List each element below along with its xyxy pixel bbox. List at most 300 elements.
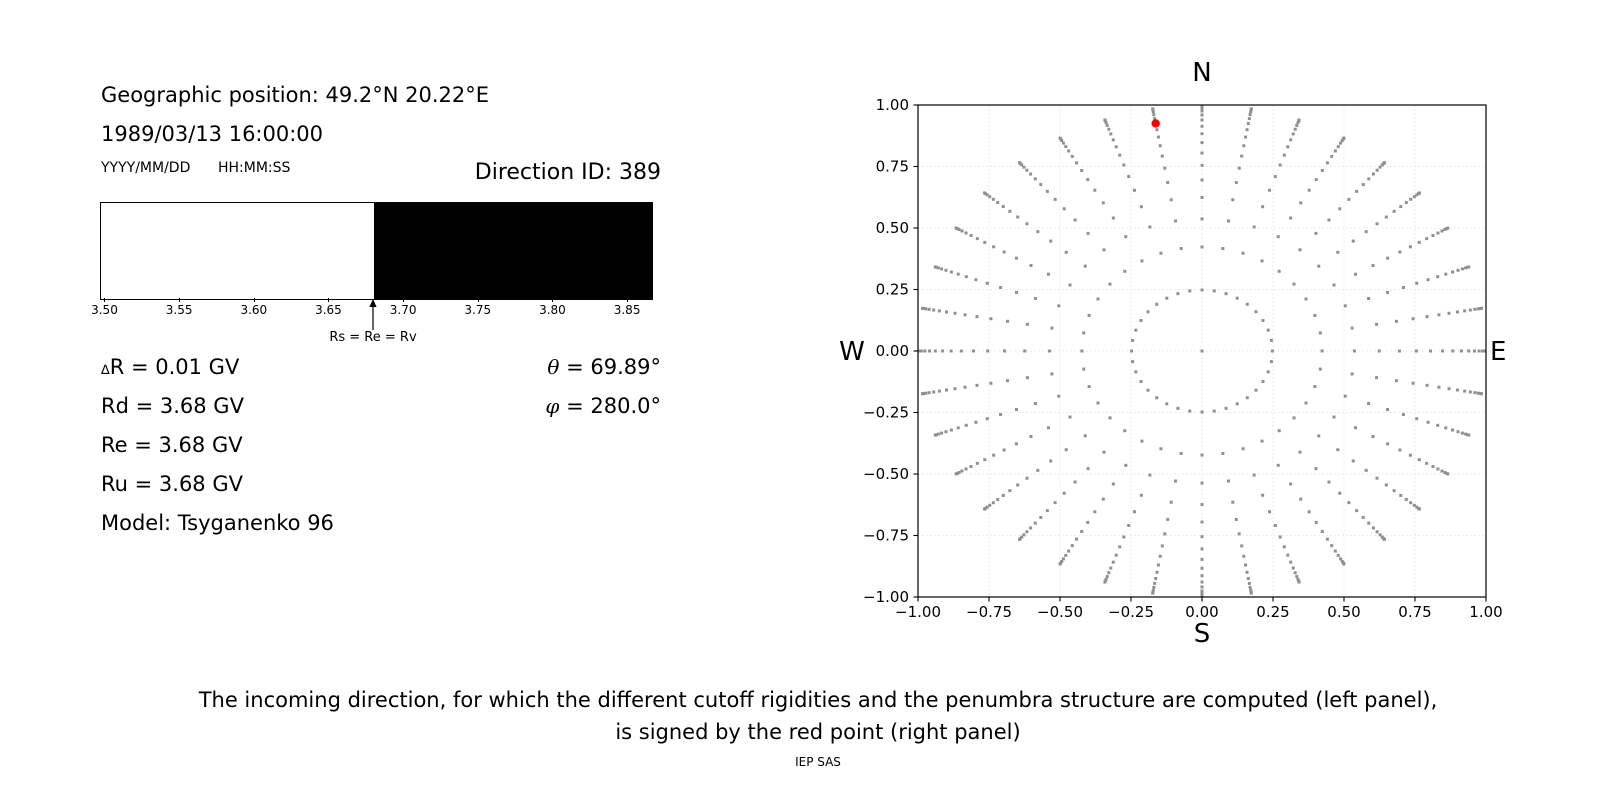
direction-dot bbox=[1103, 118, 1106, 121]
direction-dot bbox=[1047, 426, 1050, 429]
highlight-red-dot bbox=[1152, 119, 1160, 127]
direction-dot bbox=[1478, 350, 1481, 353]
axis-ticks bbox=[914, 105, 1487, 602]
direction-dot bbox=[1008, 489, 1011, 492]
delta-symbol: ∆ bbox=[101, 363, 110, 378]
direction-dot bbox=[1398, 350, 1401, 353]
direction-dot bbox=[1451, 350, 1454, 353]
direction-dot bbox=[1003, 448, 1006, 451]
direction-dot bbox=[1409, 198, 1412, 201]
direction-dot bbox=[1201, 178, 1204, 181]
direction-dot bbox=[1123, 429, 1126, 432]
penumbra-x-tick-label: 3.85 bbox=[613, 303, 641, 317]
direction-dot bbox=[1059, 562, 1062, 565]
direction-dot bbox=[970, 465, 973, 468]
direction-dot bbox=[1267, 370, 1270, 373]
axis-tick-labels bbox=[863, 96, 1503, 621]
direction-dot bbox=[1244, 136, 1247, 139]
direction-dot bbox=[1180, 247, 1183, 250]
direction-dot bbox=[1448, 312, 1451, 315]
direction-dot bbox=[1015, 442, 1018, 445]
direction-dot bbox=[1148, 225, 1151, 228]
direction-dot bbox=[1008, 210, 1011, 213]
direction-dot bbox=[1107, 571, 1110, 574]
direction-dot bbox=[1261, 380, 1264, 383]
direction-dot bbox=[940, 432, 943, 435]
direction-dot bbox=[1015, 291, 1018, 294]
direction-dot bbox=[1247, 122, 1250, 125]
direction-dot bbox=[1376, 530, 1379, 533]
direction-dot bbox=[1225, 292, 1228, 295]
direction-dot bbox=[1362, 516, 1365, 519]
direction-dot bbox=[1431, 234, 1434, 237]
rd-row: Rd = 3.68 GV bbox=[101, 394, 244, 418]
direction-dot bbox=[1440, 470, 1443, 473]
direction-dot bbox=[1473, 350, 1476, 353]
compass-label-east: E bbox=[1490, 337, 1507, 367]
direction-dot bbox=[1440, 229, 1443, 232]
direction-dot bbox=[1155, 571, 1158, 574]
direction-dot bbox=[1270, 360, 1273, 363]
direction-dot bbox=[1289, 217, 1292, 220]
direction-dot bbox=[1036, 469, 1039, 472]
direction-dot bbox=[1448, 387, 1451, 390]
direction-dot bbox=[1048, 350, 1051, 353]
direction-dot bbox=[950, 429, 953, 432]
direction-dot bbox=[1254, 389, 1257, 392]
direction-dot bbox=[992, 501, 995, 504]
direction-dot bbox=[1127, 524, 1130, 527]
direction-dot bbox=[999, 286, 1002, 289]
direction-dot bbox=[1159, 555, 1162, 558]
direction-dot bbox=[970, 234, 973, 237]
direction-dot bbox=[1261, 494, 1264, 497]
direction-dot bbox=[1236, 297, 1239, 300]
direction-dot bbox=[1106, 575, 1109, 578]
direction-dot bbox=[1298, 451, 1301, 454]
direction-dot bbox=[1473, 391, 1476, 394]
penumbra-x-tick-label: 3.50 bbox=[91, 303, 118, 317]
direction-dot bbox=[955, 472, 958, 475]
penumbra-x-tick-label: 3.80 bbox=[539, 303, 566, 317]
direction-dot bbox=[1002, 205, 1005, 208]
direction-dot bbox=[1154, 577, 1157, 580]
direction-dot bbox=[1068, 416, 1071, 419]
direction-dot bbox=[996, 201, 999, 204]
direction-dot bbox=[1227, 480, 1230, 483]
geo-position-text: Geographic position: 49.2°N 20.22°E bbox=[101, 83, 490, 107]
direction-dot bbox=[1319, 368, 1322, 371]
direction-dot bbox=[1221, 247, 1224, 250]
direction-dot bbox=[1418, 241, 1421, 244]
direction-dot bbox=[1130, 350, 1133, 353]
theta-row bbox=[461, 356, 661, 379]
direction-dot bbox=[1131, 339, 1134, 342]
direction-dot bbox=[1367, 402, 1370, 405]
ru-row: Ru = 3.68 GV bbox=[101, 472, 243, 496]
direction-dot bbox=[1313, 314, 1316, 317]
direction-dot bbox=[1330, 544, 1333, 547]
direction-dot bbox=[1152, 586, 1155, 589]
direction-dot bbox=[1034, 177, 1037, 180]
direction-dot bbox=[986, 417, 989, 420]
direction-dot bbox=[1134, 329, 1137, 332]
direction-dot bbox=[986, 350, 989, 353]
direction-dot bbox=[1147, 389, 1150, 392]
direction-dot bbox=[1063, 207, 1066, 210]
direction-dot bbox=[1342, 562, 1345, 565]
direction-dot bbox=[1159, 144, 1162, 147]
direction-dot bbox=[1409, 454, 1412, 457]
direction-dot bbox=[1127, 175, 1130, 178]
direction-dot bbox=[1093, 510, 1096, 513]
direction-dot bbox=[1124, 235, 1127, 238]
direction-dot bbox=[1444, 273, 1447, 276]
penumbra-chart bbox=[100, 202, 653, 300]
direction-dot bbox=[961, 229, 964, 232]
direction-dot bbox=[1112, 138, 1115, 141]
re-row: Re = 3.68 GV bbox=[101, 433, 243, 457]
y-tick-label: −0.25 bbox=[863, 403, 909, 422]
direction-dot bbox=[1253, 474, 1256, 477]
direction-dot bbox=[1480, 392, 1483, 395]
direction-dot bbox=[1418, 458, 1421, 461]
direction-dot bbox=[1367, 177, 1370, 180]
direction-dot bbox=[1413, 195, 1416, 198]
direction-dot bbox=[934, 350, 937, 353]
direction-dot bbox=[1461, 267, 1464, 270]
direction-dot bbox=[1431, 465, 1434, 468]
direction-dot bbox=[1248, 582, 1251, 585]
x-tick-label: −0.75 bbox=[966, 603, 1012, 621]
direction-dot bbox=[1333, 283, 1336, 286]
direction-dot bbox=[1393, 489, 1396, 492]
direction-dot bbox=[1418, 191, 1421, 194]
direction-dot bbox=[1333, 416, 1336, 419]
direction-dot bbox=[1289, 561, 1292, 564]
direction-dot bbox=[1441, 350, 1444, 353]
direction-dot bbox=[1102, 498, 1105, 501]
direction-dot bbox=[1246, 571, 1249, 574]
direction-dot bbox=[1161, 155, 1164, 158]
y-tick-label: 0.25 bbox=[875, 280, 909, 299]
direction-dot bbox=[1047, 273, 1050, 276]
direction-dot bbox=[1057, 304, 1060, 307]
direction-dot bbox=[1057, 395, 1060, 398]
direction-dot bbox=[1201, 574, 1204, 577]
direction-dot bbox=[1046, 509, 1049, 512]
direction-dot bbox=[934, 265, 937, 268]
direction-dot bbox=[1238, 167, 1241, 170]
direction-dot bbox=[1165, 402, 1168, 405]
phi-symbol: φ bbox=[545, 394, 560, 418]
direction-dot bbox=[950, 350, 953, 353]
direction-dot bbox=[1103, 581, 1106, 584]
direction-dot bbox=[1425, 462, 1428, 465]
direction-dot bbox=[1003, 251, 1006, 254]
direction-dot bbox=[1444, 426, 1447, 429]
direction-dot bbox=[1399, 205, 1402, 208]
direction-dot bbox=[1365, 230, 1368, 233]
direction-dot bbox=[1006, 379, 1009, 382]
direction-dot bbox=[1201, 288, 1204, 291]
direction-dot bbox=[1140, 319, 1143, 322]
direction-dot bbox=[1286, 554, 1289, 557]
direction-dot bbox=[1334, 550, 1337, 553]
direction-dot bbox=[1436, 232, 1439, 235]
direction-dot bbox=[1225, 407, 1228, 410]
direction-dot bbox=[1437, 386, 1440, 389]
direction-dot bbox=[1235, 181, 1238, 184]
direction-dot bbox=[1246, 128, 1249, 131]
direction-dot bbox=[1467, 434, 1470, 437]
direction-dot bbox=[1246, 303, 1249, 306]
direction-dot bbox=[955, 227, 958, 230]
direction-dot bbox=[1109, 132, 1112, 135]
direction-dot bbox=[1122, 535, 1125, 538]
direction-dot bbox=[1457, 269, 1460, 272]
direction-dot bbox=[1131, 360, 1134, 363]
direction-dot bbox=[986, 282, 989, 285]
direction-dot bbox=[1018, 161, 1021, 164]
direction-dot bbox=[1427, 421, 1430, 424]
direction-dot bbox=[1298, 118, 1301, 121]
direction-dot bbox=[1352, 459, 1355, 462]
direction-dot bbox=[1338, 492, 1341, 495]
direction-dot bbox=[1140, 259, 1143, 262]
direction-dot bbox=[1152, 113, 1155, 116]
direction-dot bbox=[1314, 232, 1317, 235]
direction-dot bbox=[928, 391, 931, 394]
direction-dot bbox=[1242, 144, 1245, 147]
direction-dot bbox=[1157, 563, 1160, 566]
direction-dot bbox=[1344, 304, 1347, 307]
direction-dot bbox=[1151, 592, 1154, 595]
direction-dot bbox=[1025, 477, 1028, 480]
direction-dot bbox=[1029, 173, 1032, 176]
penumbra-x-tick bbox=[552, 298, 553, 302]
direction-dot bbox=[1426, 315, 1429, 318]
direction-dot bbox=[944, 430, 947, 433]
direction-dot bbox=[996, 498, 999, 501]
direction-dot bbox=[1082, 331, 1085, 334]
direction-dot bbox=[921, 307, 924, 310]
direction-dot bbox=[1118, 545, 1121, 548]
direction-dot bbox=[1249, 113, 1252, 116]
direction-dot bbox=[1412, 382, 1415, 385]
direction-dot bbox=[1278, 270, 1281, 273]
direction-dot bbox=[1231, 501, 1234, 504]
direction-dot bbox=[965, 275, 968, 278]
direction-dot bbox=[1064, 145, 1067, 148]
direction-dot bbox=[1049, 459, 1052, 462]
penumbra-x-tick bbox=[627, 298, 628, 302]
direction-dot bbox=[1166, 181, 1169, 184]
direction-dot bbox=[1405, 201, 1408, 204]
datetime-text: 1989/03/13 16:00:00 bbox=[101, 122, 324, 146]
direction-dot bbox=[1327, 218, 1330, 221]
direction-dot bbox=[1250, 592, 1253, 595]
direction-dot bbox=[1166, 518, 1169, 521]
direction-dot bbox=[1351, 327, 1354, 330]
direction-dot bbox=[1155, 303, 1158, 306]
penumbra-x-tick-label: 3.65 bbox=[315, 303, 342, 317]
direction-dot bbox=[1165, 297, 1168, 300]
penumbra-x-tick-label: 3.55 bbox=[165, 303, 193, 317]
direction-dot bbox=[1039, 183, 1042, 186]
direction-dot bbox=[1247, 577, 1250, 580]
direction-dot bbox=[1461, 432, 1464, 435]
direction-dot bbox=[1437, 313, 1440, 316]
direction-dot bbox=[1161, 544, 1164, 547]
direction-dot bbox=[1213, 289, 1216, 292]
direction-dot bbox=[1080, 169, 1083, 172]
direction-dot bbox=[1270, 339, 1273, 342]
direction-dot bbox=[1157, 136, 1160, 139]
direction-dot bbox=[1180, 452, 1183, 455]
direction-dot bbox=[1409, 245, 1412, 248]
direction-dot bbox=[1362, 183, 1365, 186]
direction-dot bbox=[1473, 308, 1476, 311]
direction-dot bbox=[1254, 310, 1257, 313]
direction-dot bbox=[1026, 376, 1029, 379]
direction-dot bbox=[1321, 169, 1324, 172]
direction-dot bbox=[1446, 227, 1449, 230]
direction-dot bbox=[1372, 435, 1375, 438]
direction-dot bbox=[1049, 240, 1052, 243]
direction-dot bbox=[1436, 424, 1439, 427]
direction-dot bbox=[1201, 503, 1204, 506]
direction-dot bbox=[976, 237, 979, 240]
theta-value: = 69.89° bbox=[559, 355, 661, 379]
direction-dot bbox=[1112, 561, 1115, 564]
direction-dot bbox=[1268, 189, 1271, 192]
direction-dot bbox=[1268, 510, 1271, 513]
direction-dot bbox=[1006, 320, 1009, 323]
direction-dot bbox=[1015, 257, 1018, 260]
penumbra-x-tick bbox=[403, 298, 404, 302]
direction-dot bbox=[1271, 350, 1274, 353]
direction-dot bbox=[1365, 469, 1368, 472]
direction-dot bbox=[1112, 217, 1115, 220]
direction-dot bbox=[1372, 173, 1375, 176]
direction-dot bbox=[1295, 124, 1298, 127]
direction-dot bbox=[1279, 535, 1282, 538]
direction-dot bbox=[1201, 132, 1204, 135]
direction-dot bbox=[1415, 282, 1418, 285]
direction-dot bbox=[1231, 198, 1234, 201]
direction-dot bbox=[1460, 350, 1463, 353]
direction-dot bbox=[1425, 237, 1428, 240]
direction-dot bbox=[1075, 161, 1078, 164]
direction-dot bbox=[1317, 265, 1320, 268]
direction-dot bbox=[1074, 218, 1077, 221]
direction-dot bbox=[941, 350, 944, 353]
direction-dot bbox=[1018, 538, 1021, 541]
direction-dot bbox=[1240, 155, 1243, 158]
direction-dot bbox=[1023, 350, 1026, 353]
direction-dot bbox=[932, 390, 935, 393]
direction-dot bbox=[1289, 482, 1292, 485]
direction-dot bbox=[1395, 320, 1398, 323]
direction-dot bbox=[1029, 526, 1032, 529]
direction-dot bbox=[1082, 368, 1085, 371]
direction-dot bbox=[1039, 516, 1042, 519]
direction-dot bbox=[1096, 402, 1099, 405]
direction-dot bbox=[1016, 483, 1019, 486]
direction-dot bbox=[1451, 429, 1454, 432]
direction-dot bbox=[1029, 264, 1032, 267]
y-tick-label: −1.00 bbox=[863, 588, 909, 607]
direction-dot bbox=[1174, 480, 1177, 483]
direction-dot bbox=[1201, 118, 1204, 121]
direction-dot bbox=[1467, 265, 1470, 268]
direction-dot bbox=[932, 309, 935, 312]
direction-dot bbox=[1109, 567, 1112, 570]
direction-dot bbox=[1274, 524, 1277, 527]
direction-dot bbox=[1163, 532, 1166, 535]
direction-dot bbox=[1122, 164, 1125, 167]
direction-dot bbox=[1102, 201, 1105, 204]
direction-dot bbox=[1376, 477, 1379, 480]
direction-dot bbox=[1084, 265, 1087, 268]
direction-dot bbox=[1337, 554, 1340, 557]
direction-dot bbox=[1201, 196, 1204, 199]
direction-dot bbox=[1372, 526, 1375, 529]
direction-dot bbox=[976, 462, 979, 465]
penumbra-x-tick bbox=[328, 298, 329, 302]
direction-dot bbox=[964, 313, 967, 316]
compass-label-north: N bbox=[1192, 58, 1212, 88]
direction-dot bbox=[1315, 521, 1318, 524]
cutoff-arrow-icon bbox=[366, 299, 380, 331]
direction-dot bbox=[953, 312, 956, 315]
direction-dot bbox=[1244, 563, 1247, 566]
direction-dot bbox=[1112, 482, 1115, 485]
direction-dot bbox=[1221, 452, 1224, 455]
direction-dot bbox=[1355, 509, 1358, 512]
direction-dot bbox=[1124, 464, 1127, 467]
direction-dot bbox=[1065, 448, 1068, 451]
direction-dot bbox=[983, 241, 986, 244]
direction-dot bbox=[1372, 264, 1375, 267]
direction-dot bbox=[1337, 145, 1340, 148]
direction-dot bbox=[1326, 538, 1329, 541]
direction-dot bbox=[1174, 219, 1177, 222]
y-tick-label: 0.75 bbox=[875, 157, 909, 176]
direction-dot bbox=[1375, 323, 1378, 326]
x-tick-label: −1.00 bbox=[895, 603, 941, 621]
direction-dot bbox=[1059, 137, 1062, 140]
direction-dot bbox=[1399, 494, 1402, 497]
direction-dot bbox=[1201, 454, 1204, 457]
direction-dot bbox=[1469, 309, 1472, 312]
direction-dot bbox=[1283, 154, 1286, 157]
direction-dot bbox=[1188, 410, 1191, 413]
direction-dot bbox=[1103, 451, 1106, 454]
direction-dot bbox=[928, 308, 931, 311]
direction-dot bbox=[1436, 275, 1439, 278]
direction-dot bbox=[1026, 323, 1029, 326]
direction-dot bbox=[1415, 417, 1418, 420]
theta-symbol: θ bbox=[547, 355, 560, 379]
direction-dot bbox=[1347, 501, 1350, 504]
direction-dot bbox=[1339, 557, 1342, 560]
direction-dot bbox=[975, 315, 978, 318]
direction-dot bbox=[1067, 550, 1070, 553]
direction-dot bbox=[1409, 501, 1412, 504]
direction-dot bbox=[1201, 581, 1204, 584]
